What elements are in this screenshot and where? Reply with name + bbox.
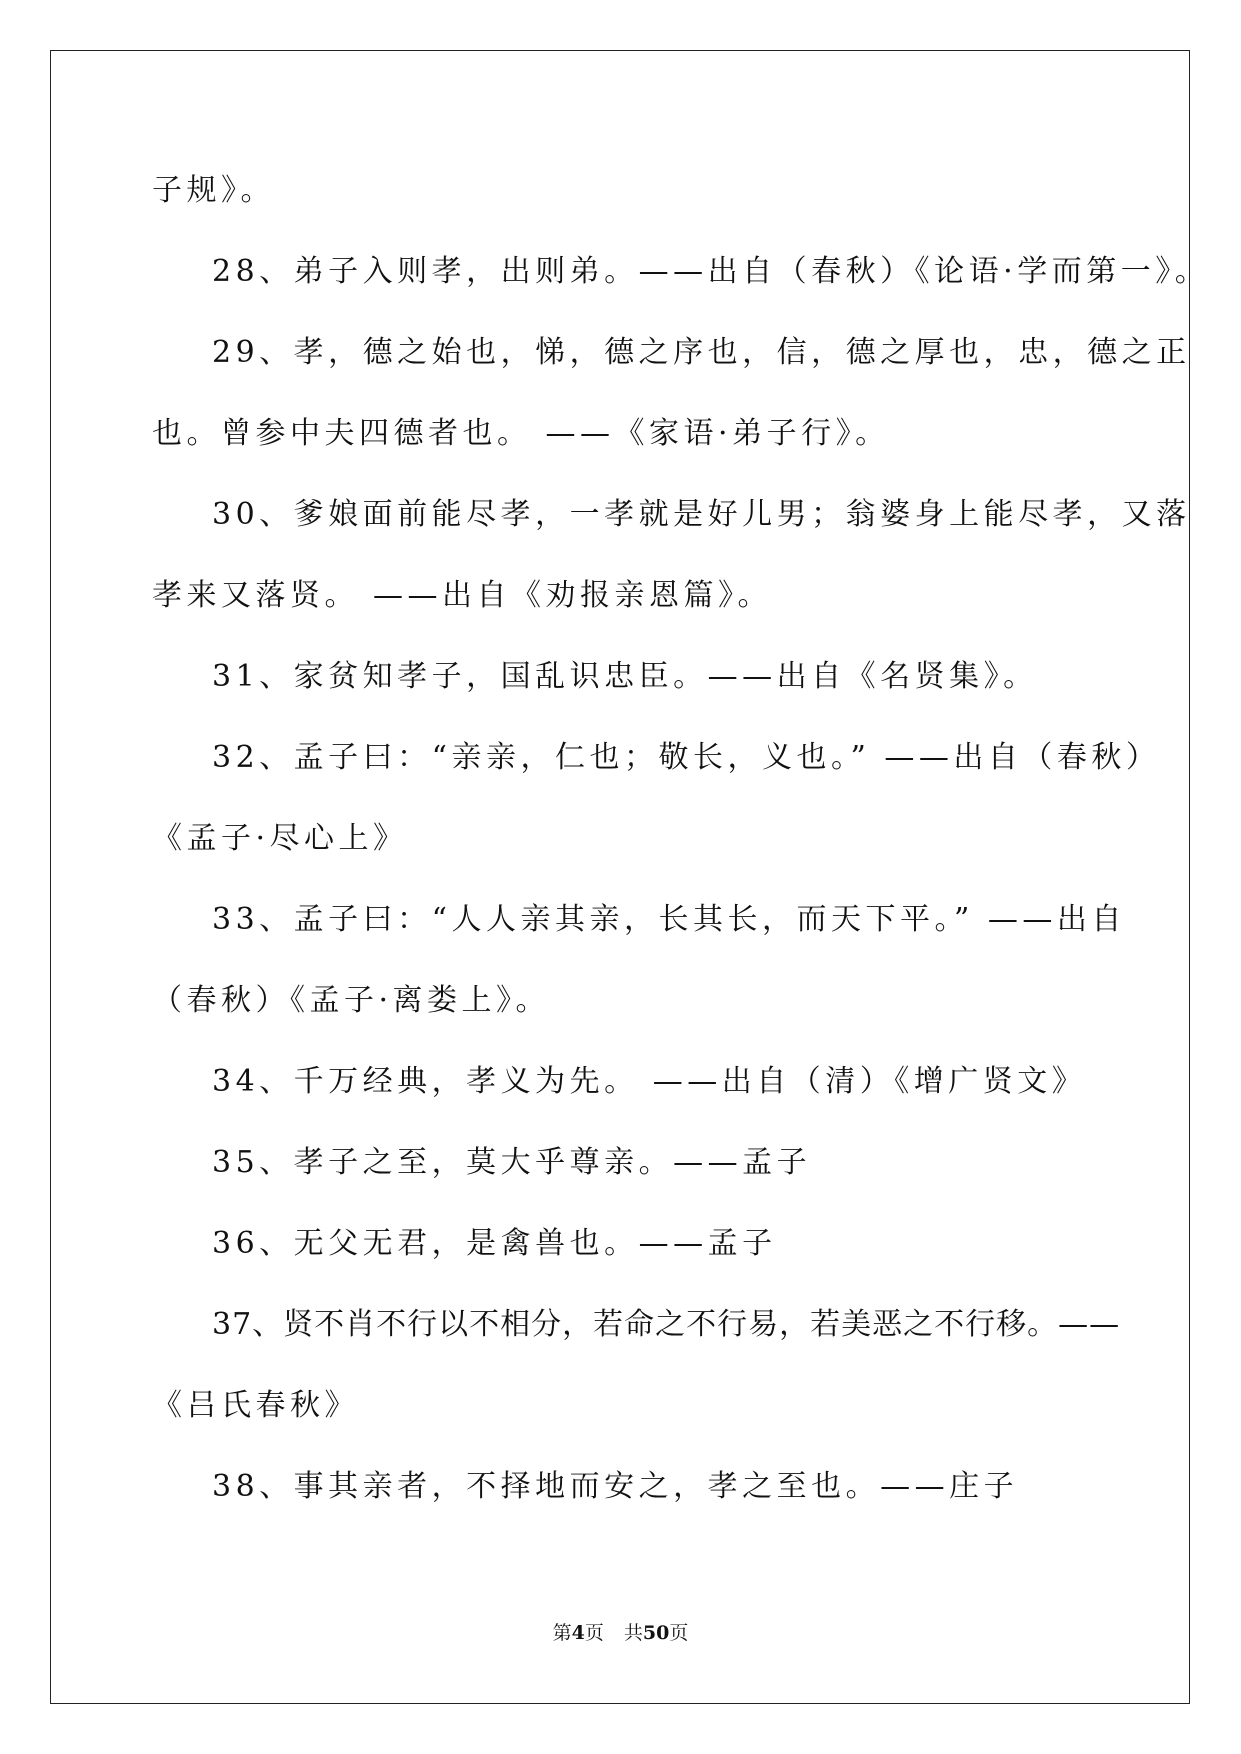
text-line: 38、事其亲者，不择地而安之，孝之至也。——庄子 — [212, 1469, 1019, 1504]
total-prefix: 共 — [623, 1622, 643, 1644]
text-line: 28、弟子入则孝，出则弟。——出自（春秋）《论语·学而第一》。 — [212, 254, 1210, 289]
text-line: 也。曾参中夫四德者也。 ——《家语·弟子行》。 — [152, 416, 890, 451]
text-line: 31、家贫知孝子，国乱识忠臣。——出自《名贤集》。 — [212, 659, 1038, 694]
text-line: 35、孝子之至，莫大乎尊亲。——孟子 — [212, 1145, 812, 1180]
text-line: 34、千万经典，孝义为先。 ——出自（清）《增广贤文》 — [212, 1064, 1087, 1099]
text-line: 32、孟子曰：“亲亲，仁也；敬长，义也。” ——出自（春秋） — [212, 740, 1161, 775]
text-line: 孝来又落贤。 ——出自《劝报亲恩篇》。 — [152, 578, 773, 613]
text-line: 《孟子·尽心上》 — [152, 821, 408, 856]
page-number: 4 — [571, 1622, 585, 1644]
text-line: 子规》。 — [152, 173, 275, 208]
text-line: 30、爹娘面前能尽孝，一孝就是好儿男；翁婆身上能尽孝，又落 — [212, 497, 1191, 532]
text-line: 29、孝，德之始也，悌，德之序也，信，德之厚也，忠，德之正 — [212, 335, 1191, 370]
page-footer — [0, 1618, 1241, 1645]
document-body — [152, 163, 1210, 1540]
text-line: 37、贤不肖不行以不相分，若命之不行易，若美恶之不行移。—— — [212, 1307, 1121, 1342]
text-line: 36、无父无君，是禽兽也。——孟子 — [212, 1226, 777, 1261]
page-suffix: 页 — [584, 1622, 604, 1644]
text-line: 《吕氏春秋》 — [152, 1388, 359, 1423]
text-line: （春秋）《孟子·离娄上》。 — [152, 983, 551, 1018]
total-pages: 50 — [642, 1622, 670, 1644]
total-suffix: 页 — [669, 1622, 689, 1644]
page-prefix: 第 — [552, 1622, 572, 1644]
text-line: 33、孟子曰：“人人亲其亲，长其长，而天下平。” ——出自 — [212, 902, 1126, 937]
